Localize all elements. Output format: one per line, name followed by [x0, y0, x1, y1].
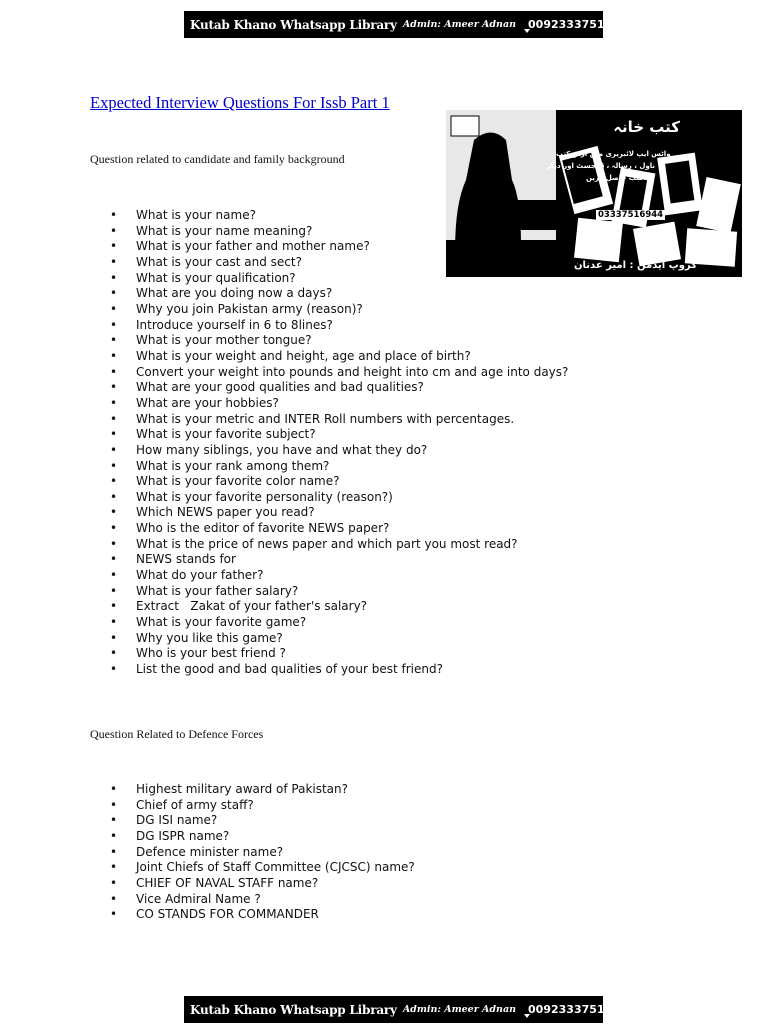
list-item: • DG ISPR name? [110, 829, 415, 845]
list-item: • What is your favorite game? [110, 615, 568, 631]
list-item: • What is your favorite color name? [110, 474, 568, 490]
list-item: • What is your qualification? [110, 271, 568, 287]
promo-bottom-text: گروپ ایڈمن : امیر عدنان [574, 260, 697, 271]
list-item: • Highest military award of Pakistan? [110, 782, 415, 798]
list-item: • What is your mother tongue? [110, 333, 568, 349]
list-item: • What is your father and mother name? [110, 239, 568, 255]
section-label-background: Question related to candidate and family background [90, 152, 345, 166]
list-item: • What is your name? [110, 208, 568, 224]
banner-phone: 00923337516944 [528, 18, 636, 31]
list-item: • What is the price of news paper and which part you most read? [110, 537, 568, 553]
page-title[interactable]: Expected Interview Questions For Issb Part 1 [90, 93, 390, 112]
list-item: • What is your father salary? [110, 584, 568, 600]
list-item: • What is your name meaning? [110, 224, 568, 240]
list-item: • Introduce yourself in 6 to 8lines? [110, 318, 568, 334]
list-item: • Convert your weight into pounds and height into cm and age into days? [110, 365, 568, 381]
list-item: • What is your cast and sect? [110, 255, 568, 271]
top-banner [184, 11, 636, 38]
list-item: • Defence minister name? [110, 845, 415, 861]
list-item: • What is your rank among them? [110, 459, 568, 475]
promo-line-3: کتب حاصل کریں [586, 174, 644, 182]
banner-admin-text: Admin: Ameer Adnan [402, 19, 517, 30]
list-item: • What are your good qualities and bad qualities? [110, 380, 568, 396]
list-item: • Why you like this game? [110, 631, 568, 647]
promo-phone: 03337516944 [598, 210, 664, 220]
banner-phone: 00923337516944 [528, 1003, 636, 1016]
banner-library-text: Kutab Khano Whatsapp Library [190, 17, 397, 32]
promo-title: کتب خانہ [613, 118, 680, 136]
list-item: • Extract Zakat of your father's salary? [110, 599, 568, 615]
list-item: • Joint Chiefs of Staff Committee (CJCSC) name? [110, 860, 415, 876]
promo-line-2: ناول ، رسالہ ، ڈائجسٹ اور دیگر [546, 162, 656, 170]
list-item: • Which NEWS paper you read? [110, 505, 568, 521]
list-item: • How many siblings, you have and what they do? [110, 443, 568, 459]
list-item: • CHIEF OF NAVAL STAFF name? [110, 876, 415, 892]
list-item: • What are you doing now a days? [110, 286, 568, 302]
promo-line-1: واٹس ایپ لائبریری میں اردو کتب [556, 150, 671, 158]
list-item: • Chief of army staff? [110, 798, 415, 814]
list-item: • What is your favorite subject? [110, 427, 568, 443]
list-item: • DG ISI name? [110, 813, 415, 829]
list-item: • What is your favorite personality (reason?) [110, 490, 568, 506]
list-item: • Why you join Pakistan army (reason)? [110, 302, 568, 318]
list-item: • What do your father? [110, 568, 568, 584]
list-item: • List the good and bad qualities of your best friend? [110, 662, 568, 678]
list-item: • Who is your best friend ? [110, 646, 568, 662]
question-list-defence [110, 782, 415, 923]
section-label-defence: Question Related to Defence Forces [90, 727, 264, 741]
banner-admin-text: Admin: Ameer Adnan [402, 1004, 517, 1015]
list-item: • NEWS stands for [110, 552, 568, 568]
list-item: • What is your weight and height, age and place of birth? [110, 349, 568, 365]
list-item: • What are your hobbies? [110, 396, 568, 412]
list-item: • CO STANDS FOR COMMANDER [110, 907, 415, 923]
list-item: • Vice Admiral Name ? [110, 892, 415, 908]
bottom-banner [184, 996, 636, 1023]
banner-library-text: Kutab Khano Whatsapp Library [190, 1002, 397, 1017]
list-item: • What is your metric and INTER Roll numbers with percentages. [110, 412, 568, 428]
list-item: • Who is the editor of favorite NEWS paper? [110, 521, 568, 537]
question-list-background [110, 208, 568, 678]
